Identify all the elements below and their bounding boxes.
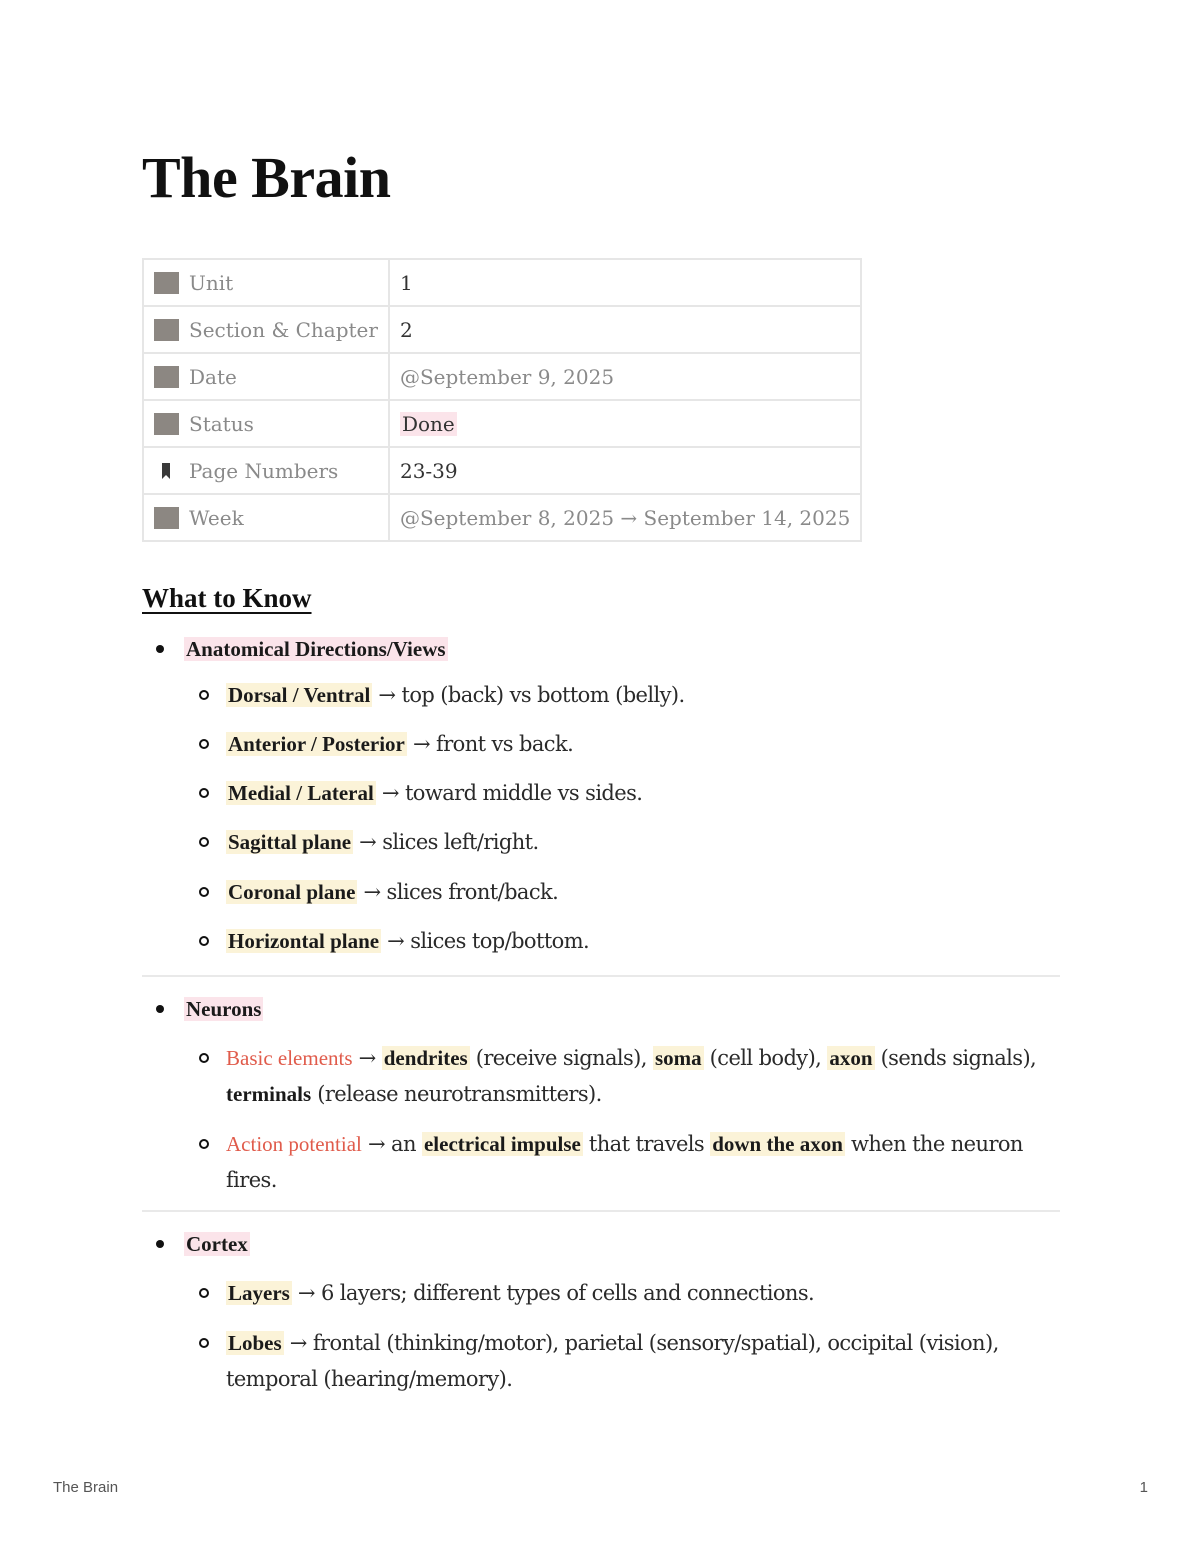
- term: Medial / Lateral: [228, 781, 374, 805]
- topic-title: Anatomical Directions/Views: [186, 637, 446, 661]
- term: electrical impulse: [423, 1132, 581, 1156]
- property-row[interactable]: [143, 259, 861, 306]
- description: that travels: [582, 1132, 711, 1156]
- property-value[interactable]: 23-39: [389, 447, 861, 494]
- property-icon: [154, 366, 179, 388]
- description: (cell body),: [703, 1046, 828, 1070]
- divider: [142, 975, 1060, 977]
- footer-page-number: 1: [1139, 1479, 1148, 1496]
- description: → 6 layers; different types of cells and connections.: [291, 1281, 815, 1305]
- list-item: [142, 677, 1060, 713]
- properties-table: [142, 258, 862, 542]
- property-row[interactable]: [143, 306, 861, 353]
- description: → slices left/right.: [353, 830, 539, 854]
- list-item: [142, 1275, 1060, 1311]
- property-value[interactable]: 1: [389, 259, 861, 306]
- page-title: The Brain: [142, 145, 391, 210]
- description: → slices top/bottom.: [381, 929, 590, 953]
- bookmark-icon: [154, 460, 179, 482]
- term: soma: [654, 1046, 702, 1070]
- term: Dorsal / Ventral: [228, 683, 371, 707]
- topic-title: Cortex: [186, 1232, 248, 1256]
- description: → slices front/back.: [357, 880, 559, 904]
- arrow-text: →: [352, 1046, 382, 1070]
- property-icon: [154, 507, 179, 529]
- footer-title: The Brain: [53, 1479, 119, 1496]
- list-item: [142, 1229, 1060, 1259]
- property-icon: [154, 272, 179, 294]
- term: Sagittal plane: [228, 830, 352, 854]
- description: (sends signals),: [874, 1046, 1037, 1070]
- arrow-text: → an: [361, 1132, 422, 1156]
- property-value[interactable]: @September 8, 2025 → September 14, 2025: [389, 494, 861, 541]
- subtopic-label: Basic elements: [226, 1046, 353, 1070]
- subtopic-label: Action potential: [226, 1132, 362, 1156]
- status-badge[interactable]: Done: [401, 411, 455, 436]
- anatomy-section: [142, 634, 1060, 959]
- description: → top (back) vs bottom (belly).: [372, 683, 685, 707]
- term: down the axon: [712, 1132, 843, 1156]
- list-item: [142, 923, 1060, 959]
- property-row[interactable]: [143, 447, 861, 494]
- term: Layers: [228, 1281, 290, 1305]
- property-value[interactable]: 2: [389, 306, 861, 353]
- term: Coronal plane: [228, 880, 356, 904]
- section-heading: What to Know: [142, 583, 312, 613]
- property-key: Week: [189, 505, 244, 530]
- list-item: [142, 824, 1060, 860]
- list-item: [142, 634, 1060, 664]
- term: terminals: [226, 1082, 312, 1106]
- cortex-section: [142, 1229, 1060, 1397]
- list-item: [142, 1126, 1060, 1198]
- term: Lobes: [228, 1331, 282, 1355]
- term: axon: [829, 1046, 873, 1070]
- term: Horizontal plane: [228, 929, 380, 953]
- description: (receive signals),: [469, 1046, 653, 1070]
- list-item: [142, 1040, 1060, 1112]
- property-value[interactable]: @September 9, 2025: [389, 353, 861, 400]
- list-item: [142, 874, 1060, 910]
- property-row[interactable]: [143, 494, 861, 541]
- divider: [142, 1210, 1060, 1212]
- description: → frontal (thinking/motor), parietal (sensory/spatial), occipital (vision), temporal (hearing/memory).: [226, 1331, 999, 1391]
- property-row[interactable]: [143, 400, 861, 447]
- list-item: [142, 775, 1060, 811]
- term: dendrites: [383, 1046, 468, 1070]
- neurons-section: [142, 994, 1060, 1198]
- description: (release neurotransmitters).: [311, 1082, 602, 1106]
- description: when the neuron fires.: [226, 1132, 1023, 1192]
- property-key: Page Numbers: [189, 458, 339, 483]
- list-item: [142, 726, 1060, 762]
- term: Anterior / Posterior: [228, 732, 405, 756]
- property-key: Unit: [189, 270, 234, 295]
- description: → toward middle vs sides.: [375, 781, 643, 805]
- property-key: Date: [189, 364, 237, 389]
- description: → front vs back.: [406, 732, 574, 756]
- topic-title: Neurons: [186, 997, 262, 1021]
- property-key: Status: [189, 411, 254, 436]
- list-item: [142, 1325, 1060, 1397]
- property-row[interactable]: [143, 353, 861, 400]
- list-item: [142, 994, 1060, 1024]
- property-key: Section & Chapter: [189, 317, 378, 342]
- property-icon: [154, 319, 179, 341]
- property-icon: [154, 413, 179, 435]
